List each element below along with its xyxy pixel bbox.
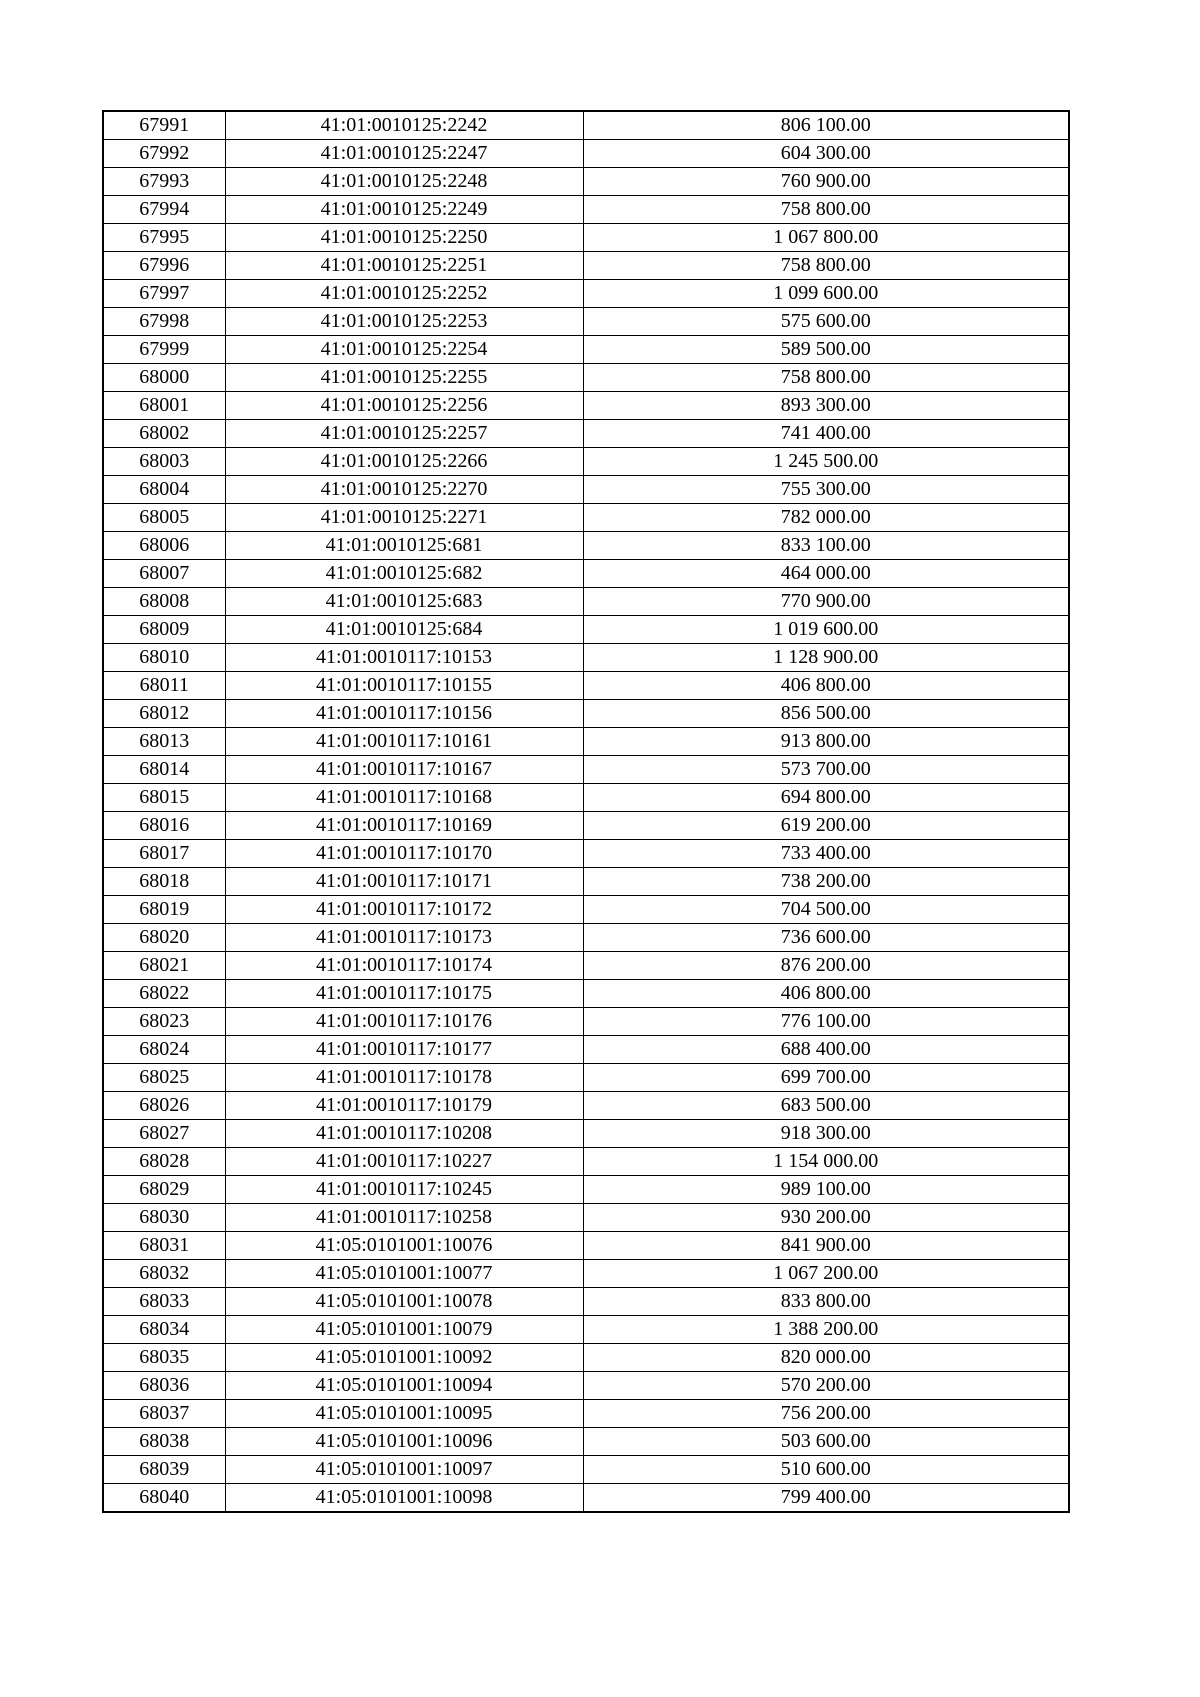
table-row	[103, 364, 1069, 392]
table-row	[103, 504, 1069, 532]
cadastral-value-cell: 841 900.00	[583, 1232, 1069, 1260]
cadastral-number-cell: 41:01:0010125:2248	[225, 168, 583, 196]
cadastral-value-cell: 741 400.00	[583, 420, 1069, 448]
table-row	[103, 672, 1069, 700]
cadastral-value-cell: 1 245 500.00	[583, 448, 1069, 476]
cadastral-number-cell: 41:01:0010117:10227	[225, 1148, 583, 1176]
cadastral-value-cell: 755 300.00	[583, 476, 1069, 504]
cadastral-value-cell: 1 067 200.00	[583, 1260, 1069, 1288]
row-number-cell: 67998	[103, 308, 225, 336]
cadastral-value-cell: 758 800.00	[583, 364, 1069, 392]
table-row	[103, 1036, 1069, 1064]
cadastral-value-cell: 989 100.00	[583, 1176, 1069, 1204]
table-row	[103, 1120, 1069, 1148]
cadastral-value-cell: 464 000.00	[583, 560, 1069, 588]
cadastral-value-cell: 876 200.00	[583, 952, 1069, 980]
cadastral-value-table	[102, 110, 1070, 1513]
table-row	[103, 1372, 1069, 1400]
cadastral-value-cell: 760 900.00	[583, 168, 1069, 196]
cadastral-value-cell: 704 500.00	[583, 896, 1069, 924]
row-number-cell: 68025	[103, 1064, 225, 1092]
cadastral-number-cell: 41:01:0010125:681	[225, 532, 583, 560]
cadastral-value-cell: 893 300.00	[583, 392, 1069, 420]
cadastral-number-cell: 41:01:0010117:10167	[225, 756, 583, 784]
cadastral-value-cell: 1 154 000.00	[583, 1148, 1069, 1176]
cadastral-number-cell: 41:01:0010117:10156	[225, 700, 583, 728]
table-row	[103, 1288, 1069, 1316]
cadastral-number-cell: 41:05:0101001:10098	[225, 1484, 583, 1513]
row-number-cell: 68005	[103, 504, 225, 532]
row-number-cell: 68038	[103, 1428, 225, 1456]
table-row	[103, 588, 1069, 616]
row-number-cell: 68034	[103, 1316, 225, 1344]
table-row	[103, 980, 1069, 1008]
row-number-cell: 68003	[103, 448, 225, 476]
cadastral-number-cell: 41:01:0010125:2250	[225, 224, 583, 252]
cadastral-number-cell: 41:01:0010117:10258	[225, 1204, 583, 1232]
cadastral-value-cell: 604 300.00	[583, 140, 1069, 168]
cadastral-number-cell: 41:01:0010117:10161	[225, 728, 583, 756]
cadastral-number-cell: 41:01:0010125:2252	[225, 280, 583, 308]
row-number-cell: 68023	[103, 1008, 225, 1036]
cadastral-number-cell: 41:01:0010125:682	[225, 560, 583, 588]
cadastral-number-cell: 41:01:0010125:2257	[225, 420, 583, 448]
cadastral-value-cell: 1 067 800.00	[583, 224, 1069, 252]
table-row	[103, 280, 1069, 308]
cadastral-number-cell: 41:01:0010125:2270	[225, 476, 583, 504]
cadastral-value-cell: 694 800.00	[583, 784, 1069, 812]
cadastral-number-cell: 41:01:0010117:10172	[225, 896, 583, 924]
row-number-cell: 68027	[103, 1120, 225, 1148]
row-number-cell: 68024	[103, 1036, 225, 1064]
cadastral-number-cell: 41:05:0101001:10096	[225, 1428, 583, 1456]
cadastral-number-cell: 41:05:0101001:10078	[225, 1288, 583, 1316]
row-number-cell: 68013	[103, 728, 225, 756]
table-row	[103, 1344, 1069, 1372]
table-row	[103, 168, 1069, 196]
row-number-cell: 68040	[103, 1484, 225, 1513]
cadastral-number-cell: 41:01:0010125:2266	[225, 448, 583, 476]
cadastral-value-cell: 589 500.00	[583, 336, 1069, 364]
cadastral-value-cell: 833 800.00	[583, 1288, 1069, 1316]
row-number-cell: 68004	[103, 476, 225, 504]
table-row	[103, 476, 1069, 504]
cadastral-value-cell: 738 200.00	[583, 868, 1069, 896]
cadastral-number-cell: 41:01:0010117:10177	[225, 1036, 583, 1064]
cadastral-value-cell: 733 400.00	[583, 840, 1069, 868]
cadastral-number-cell: 41:05:0101001:10094	[225, 1372, 583, 1400]
row-number-cell: 68035	[103, 1344, 225, 1372]
table-row	[103, 840, 1069, 868]
cadastral-number-cell: 41:05:0101001:10095	[225, 1400, 583, 1428]
cadastral-value-cell: 570 200.00	[583, 1372, 1069, 1400]
row-number-cell: 67997	[103, 280, 225, 308]
row-number-cell: 68007	[103, 560, 225, 588]
cadastral-number-cell: 41:05:0101001:10076	[225, 1232, 583, 1260]
row-number-cell: 68006	[103, 532, 225, 560]
table-row	[103, 756, 1069, 784]
table-row	[103, 1484, 1069, 1513]
cadastral-value-cell: 575 600.00	[583, 308, 1069, 336]
row-number-cell: 68030	[103, 1204, 225, 1232]
table-row	[103, 1232, 1069, 1260]
cadastral-value-cell: 833 100.00	[583, 532, 1069, 560]
row-number-cell: 68032	[103, 1260, 225, 1288]
cadastral-value-cell: 856 500.00	[583, 700, 1069, 728]
row-number-cell: 68019	[103, 896, 225, 924]
cadastral-value-cell: 406 800.00	[583, 980, 1069, 1008]
row-number-cell: 67994	[103, 196, 225, 224]
cadastral-number-cell: 41:01:0010117:10173	[225, 924, 583, 952]
table-row	[103, 1092, 1069, 1120]
row-number-cell: 68002	[103, 420, 225, 448]
cadastral-number-cell: 41:05:0101001:10097	[225, 1456, 583, 1484]
cadastral-number-cell: 41:01:0010125:2242	[225, 111, 583, 140]
row-number-cell: 68020	[103, 924, 225, 952]
row-number-cell: 68018	[103, 868, 225, 896]
cadastral-value-cell: 1 128 900.00	[583, 644, 1069, 672]
row-number-cell: 68036	[103, 1372, 225, 1400]
table-row	[103, 224, 1069, 252]
table-row	[103, 196, 1069, 224]
row-number-cell: 68015	[103, 784, 225, 812]
cadastral-number-cell: 41:01:0010117:10170	[225, 840, 583, 868]
table-row	[103, 1428, 1069, 1456]
cadastral-number-cell: 41:05:0101001:10092	[225, 1344, 583, 1372]
cadastral-number-cell: 41:01:0010117:10208	[225, 1120, 583, 1148]
cadastral-value-cell: 699 700.00	[583, 1064, 1069, 1092]
cadastral-value-cell: 930 200.00	[583, 1204, 1069, 1232]
table-row	[103, 392, 1069, 420]
row-number-cell: 68022	[103, 980, 225, 1008]
cadastral-number-cell: 41:01:0010117:10153	[225, 644, 583, 672]
cadastral-number-cell: 41:01:0010125:2251	[225, 252, 583, 280]
table-row	[103, 1204, 1069, 1232]
row-number-cell: 68031	[103, 1232, 225, 1260]
cadastral-number-cell: 41:01:0010117:10171	[225, 868, 583, 896]
row-number-cell: 68012	[103, 700, 225, 728]
row-number-cell: 68037	[103, 1400, 225, 1428]
cadastral-number-cell: 41:01:0010117:10178	[225, 1064, 583, 1092]
row-number-cell: 68033	[103, 1288, 225, 1316]
table-row	[103, 700, 1069, 728]
table-row	[103, 644, 1069, 672]
row-number-cell: 68010	[103, 644, 225, 672]
cadastral-number-cell: 41:01:0010125:2247	[225, 140, 583, 168]
cadastral-value-cell: 756 200.00	[583, 1400, 1069, 1428]
table-row	[103, 952, 1069, 980]
row-number-cell: 67995	[103, 224, 225, 252]
table-row	[103, 1008, 1069, 1036]
table-row	[103, 868, 1069, 896]
table-row	[103, 1260, 1069, 1288]
row-number-cell: 68008	[103, 588, 225, 616]
row-number-cell: 67991	[103, 111, 225, 140]
cadastral-value-cell: 1 099 600.00	[583, 280, 1069, 308]
row-number-cell: 67996	[103, 252, 225, 280]
row-number-cell: 68014	[103, 756, 225, 784]
cadastral-value-cell: 770 900.00	[583, 588, 1069, 616]
table-row	[103, 140, 1069, 168]
table-row	[103, 1456, 1069, 1484]
cadastral-number-cell: 41:01:0010125:2256	[225, 392, 583, 420]
cadastral-value-cell: 782 000.00	[583, 504, 1069, 532]
table-row	[103, 1176, 1069, 1204]
cadastral-value-cell: 683 500.00	[583, 1092, 1069, 1120]
cadastral-number-cell: 41:05:0101001:10079	[225, 1316, 583, 1344]
table-row	[103, 336, 1069, 364]
table-row	[103, 896, 1069, 924]
cadastral-number-cell: 41:01:0010117:10174	[225, 952, 583, 980]
cadastral-value-cell: 1 019 600.00	[583, 616, 1069, 644]
row-number-cell: 68026	[103, 1092, 225, 1120]
row-number-cell: 68017	[103, 840, 225, 868]
cadastral-value-cell: 503 600.00	[583, 1428, 1069, 1456]
cadastral-value-cell: 758 800.00	[583, 252, 1069, 280]
table-row	[103, 1316, 1069, 1344]
cadastral-number-cell: 41:05:0101001:10077	[225, 1260, 583, 1288]
table-row	[103, 560, 1069, 588]
row-number-cell: 67999	[103, 336, 225, 364]
cadastral-value-cell: 776 100.00	[583, 1008, 1069, 1036]
row-number-cell: 67993	[103, 168, 225, 196]
row-number-cell: 68009	[103, 616, 225, 644]
cadastral-value-cell: 688 400.00	[583, 1036, 1069, 1064]
row-number-cell: 68000	[103, 364, 225, 392]
table-row	[103, 448, 1069, 476]
cadastral-number-cell: 41:01:0010117:10176	[225, 1008, 583, 1036]
cadastral-number-cell: 41:01:0010117:10169	[225, 812, 583, 840]
cadastral-number-cell: 41:01:0010125:2255	[225, 364, 583, 392]
cadastral-value-cell: 736 600.00	[583, 924, 1069, 952]
table-row	[103, 1400, 1069, 1428]
row-number-cell: 67992	[103, 140, 225, 168]
cadastral-number-cell: 41:01:0010125:2253	[225, 308, 583, 336]
cadastral-number-cell: 41:01:0010125:2271	[225, 504, 583, 532]
cadastral-number-cell: 41:01:0010125:683	[225, 588, 583, 616]
table-row	[103, 616, 1069, 644]
table-row	[103, 812, 1069, 840]
row-number-cell: 68011	[103, 672, 225, 700]
cadastral-number-cell: 41:01:0010125:2254	[225, 336, 583, 364]
table-row	[103, 532, 1069, 560]
cadastral-number-cell: 41:01:0010117:10175	[225, 980, 583, 1008]
cadastral-value-cell: 573 700.00	[583, 756, 1069, 784]
cadastral-value-cell: 510 600.00	[583, 1456, 1069, 1484]
row-number-cell: 68016	[103, 812, 225, 840]
cadastral-value-cell: 820 000.00	[583, 1344, 1069, 1372]
row-number-cell: 68001	[103, 392, 225, 420]
table-row	[103, 1064, 1069, 1092]
table-row	[103, 308, 1069, 336]
table-row	[103, 924, 1069, 952]
row-number-cell: 68039	[103, 1456, 225, 1484]
cadastral-value-cell: 619 200.00	[583, 812, 1069, 840]
cadastral-value-cell: 799 400.00	[583, 1484, 1069, 1513]
cadastral-value-cell: 758 800.00	[583, 196, 1069, 224]
table-row	[103, 728, 1069, 756]
cadastral-number-cell: 41:01:0010117:10245	[225, 1176, 583, 1204]
table-row	[103, 420, 1069, 448]
table-body	[103, 111, 1069, 1512]
cadastral-value-cell: 913 800.00	[583, 728, 1069, 756]
table-row	[103, 1148, 1069, 1176]
cadastral-number-cell: 41:01:0010125:684	[225, 616, 583, 644]
cadastral-value-cell: 806 100.00	[583, 111, 1069, 140]
cadastral-number-cell: 41:01:0010117:10179	[225, 1092, 583, 1120]
row-number-cell: 68021	[103, 952, 225, 980]
cadastral-value-cell: 406 800.00	[583, 672, 1069, 700]
cadastral-number-cell: 41:01:0010125:2249	[225, 196, 583, 224]
table-row	[103, 111, 1069, 140]
row-number-cell: 68028	[103, 1148, 225, 1176]
row-number-cell: 68029	[103, 1176, 225, 1204]
cadastral-number-cell: 41:01:0010117:10168	[225, 784, 583, 812]
table-row	[103, 252, 1069, 280]
cadastral-value-cell: 1 388 200.00	[583, 1316, 1069, 1344]
cadastral-value-cell: 918 300.00	[583, 1120, 1069, 1148]
cadastral-number-cell: 41:01:0010117:10155	[225, 672, 583, 700]
table-row	[103, 784, 1069, 812]
